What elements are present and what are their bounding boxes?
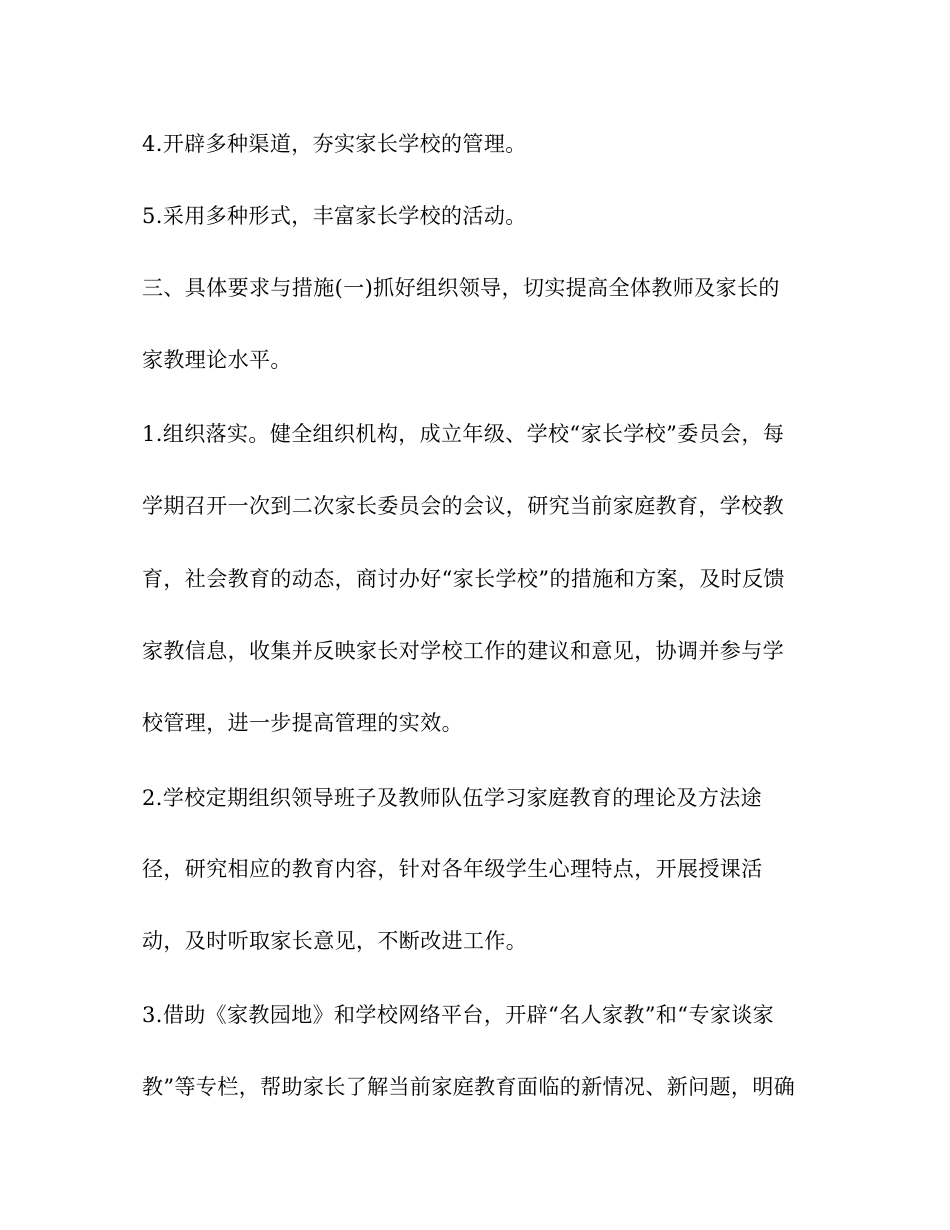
text-line: 1.组织落实。健全组织机构，成立年级、学校“家长学校”委员会，每: [142, 422, 785, 446]
text-line: 家教信息，收集并反映家长对学校工作的建议和意见，协调并参与学: [142, 639, 784, 663]
text-line: 动，及时听取家长意见，不断改进工作。: [142, 929, 528, 953]
text-line: 三、具体要求与措施(一)抓好组织领导，切实提高全体教师及家长的: [142, 276, 780, 300]
text-line: 2.学校定期组织领导班子及教师队伍学习家庭教育的理论及方法途: [142, 786, 763, 810]
text-line: 育，社会教育的动态，商讨办好“家长学校”的措施和方案，及时反馈: [142, 567, 785, 591]
text-line: 5.采用多种形式，丰富家长学校的活动。: [142, 204, 527, 228]
text-line: 3.借助《家教园地》和学校网络平台，开辟“名人家教”和“专家谈家: [142, 1003, 775, 1027]
text-line: 4.开辟多种渠道，夯实家长学校的管理。: [142, 132, 527, 156]
text-line: 教”等专栏，帮助家长了解当前家庭教育面临的新情况、新问题，明确: [142, 1075, 796, 1099]
text-line: 径，研究相应的教育内容，针对各年级学生心理特点，开展授课活: [142, 857, 763, 881]
text-line: 学期召开一次到二次家长委员会的会议，研究当前家庭教育，学校教: [142, 494, 784, 518]
text-line: 校管理，进一步提高管理的实效。: [142, 711, 463, 735]
text-line: 家教理论水平。: [142, 348, 292, 372]
